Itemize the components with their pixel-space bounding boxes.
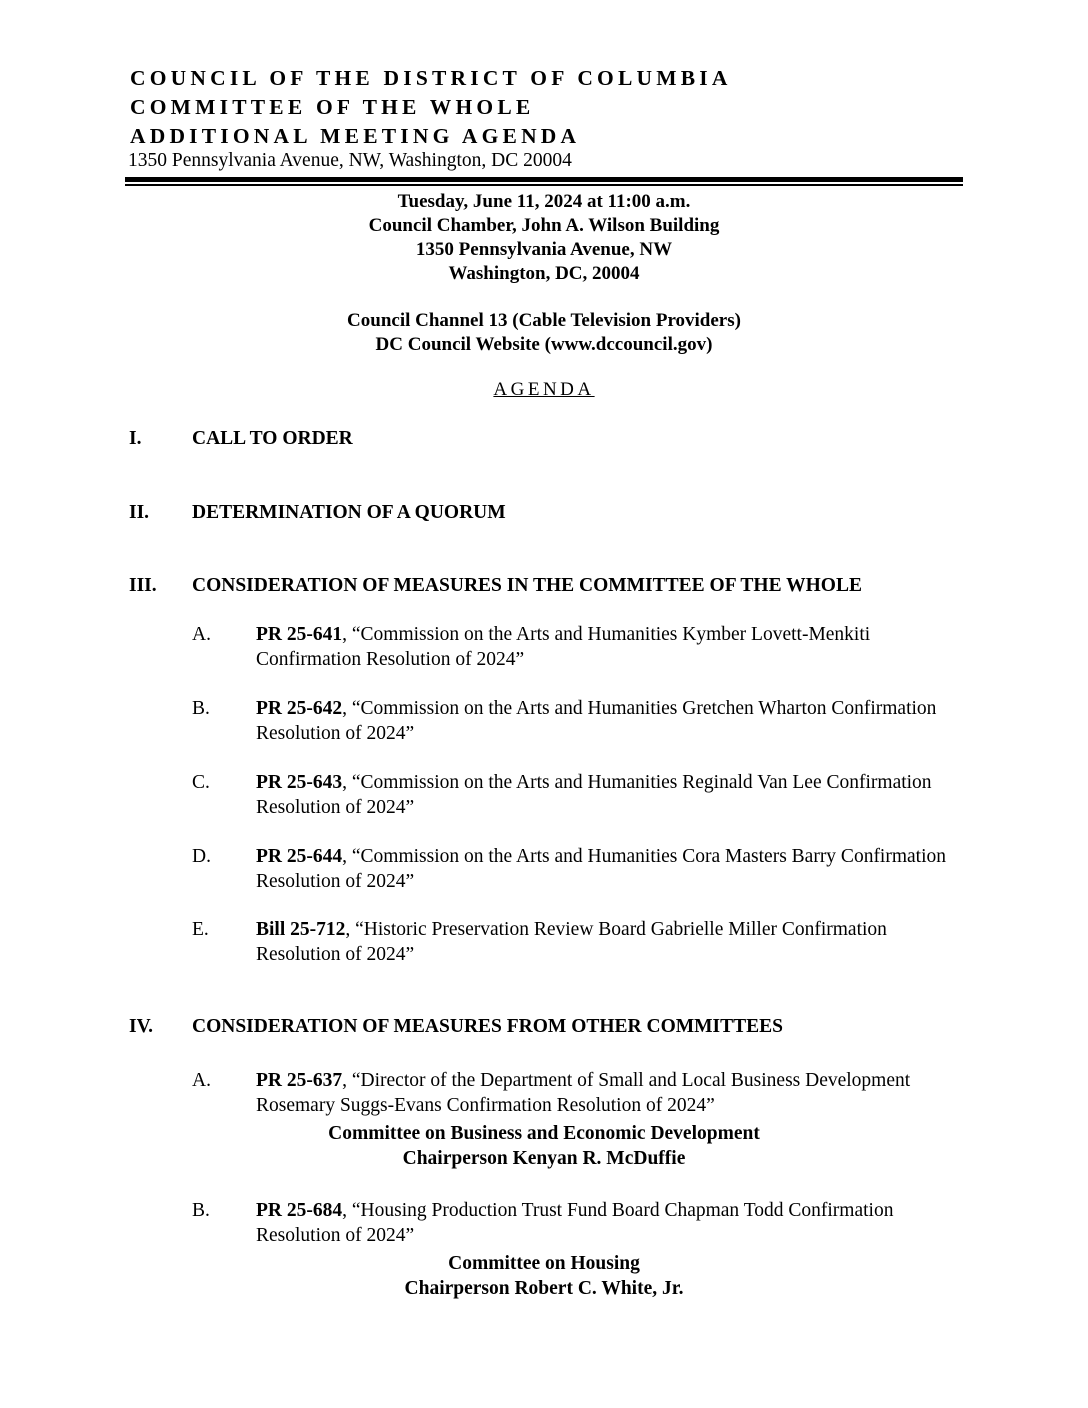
header-address: 1350 Pennsylvania Avenue, NW, Washington, DC 20004 (128, 150, 572, 171)
agenda-type-title: ADDITIONAL MEETING AGENDA (130, 124, 581, 148)
section-title: DETERMINATION OF A QUORUM (192, 502, 506, 523)
meeting-details (0, 190, 1088, 286)
measure-id: PR 25-643 (256, 772, 343, 793)
item-text (256, 771, 976, 820)
item-letter: D. (192, 846, 211, 867)
committee-chair: Chairperson Kenyan R. McDuffie (402, 1148, 686, 1169)
measure-title: , “Commission on the Arts and Humanities Cora Masters Barry Confirmation Resolution of 2024” (256, 846, 947, 892)
section-title: CONSIDERATION OF MEASURES IN THE COMMITTEE OF THE WHOLE (192, 575, 862, 596)
measure-title: , “Commission on the Arts and Humanities Reginald Van Lee Confirmation Resolution of 2024” (256, 772, 932, 818)
measure-id: PR 25-642 (256, 698, 343, 719)
committee-chair: Chairperson Robert C. White, Jr. (404, 1278, 684, 1299)
item-letter: B. (192, 698, 210, 719)
item-letter: A. (192, 624, 211, 645)
committee-name: Committee on Business and Economic Development (328, 1123, 760, 1144)
measure-id: PR 25-641 (256, 624, 343, 645)
broadcast-details (0, 309, 1088, 357)
meeting-datetime: Tuesday, June 11, 2024 at 11:00 a.m. (397, 191, 691, 212)
item-letter: B. (192, 1200, 210, 1221)
item-text (256, 697, 976, 746)
section-number: III. (129, 575, 157, 596)
meeting-city: Washington, DC, 20004 (448, 263, 640, 284)
section-number: IV. (129, 1016, 154, 1037)
measure-title: , “Housing Production Trust Fund Board Chapman Todd Confirmation Resolution of 2024” (256, 1200, 894, 1246)
committee-name: Committee on Housing (448, 1253, 640, 1274)
item-text (256, 1069, 976, 1118)
section-number: II. (129, 502, 150, 523)
item-letter: C. (192, 772, 210, 793)
section-title: CONSIDERATION OF MEASURES FROM OTHER COMMITTEES (192, 1016, 784, 1037)
measure-title: , “Director of the Department of Small and Local Business Development Rosemary Suggs-Evans Confirmation Resolution of 2024” (256, 1070, 911, 1116)
meeting-location: Council Chamber, John A. Wilson Building (368, 215, 720, 236)
item-text (256, 623, 976, 672)
council-title: COUNCIL OF THE DISTRICT OF COLUMBIA (130, 66, 732, 90)
header-rule-thin (125, 184, 963, 186)
meeting-street: 1350 Pennsylvania Avenue, NW (415, 239, 673, 260)
section-number: I. (129, 428, 142, 449)
measure-id: Bill 25-712 (256, 919, 346, 940)
broadcast-website: DC Council Website (www.dccouncil.gov) (375, 334, 713, 355)
item-letter: A. (192, 1070, 211, 1091)
committee-attribution (0, 1121, 1088, 1171)
section-title: CALL TO ORDER (192, 428, 353, 449)
measure-title: , “Commission on the Arts and Humanities Gretchen Wharton Confirmation Resolution of 2024” (256, 698, 937, 744)
committee-attribution (0, 1251, 1088, 1301)
agenda-heading: AGENDA (493, 379, 595, 400)
broadcast-channel: Council Channel 13 (Cable Television Providers) (347, 310, 741, 331)
item-text (256, 845, 976, 894)
measure-id: PR 25-684 (256, 1200, 343, 1221)
item-text (256, 1199, 976, 1248)
measure-id: PR 25-637 (256, 1070, 343, 1091)
header-rule-thick (125, 177, 963, 182)
measure-id: PR 25-644 (256, 846, 343, 867)
measure-title: , “Historic Preservation Review Board Gabrielle Miller Confirmation Resolution of 2024” (256, 919, 887, 965)
committee-title: COMMITTEE OF THE WHOLE (130, 95, 535, 119)
measure-title: , “Commission on the Arts and Humanities Kymber Lovett-Menkiti Confirmation Resolution of 2024” (256, 624, 871, 670)
item-text (256, 918, 976, 967)
item-letter: E. (192, 919, 209, 940)
